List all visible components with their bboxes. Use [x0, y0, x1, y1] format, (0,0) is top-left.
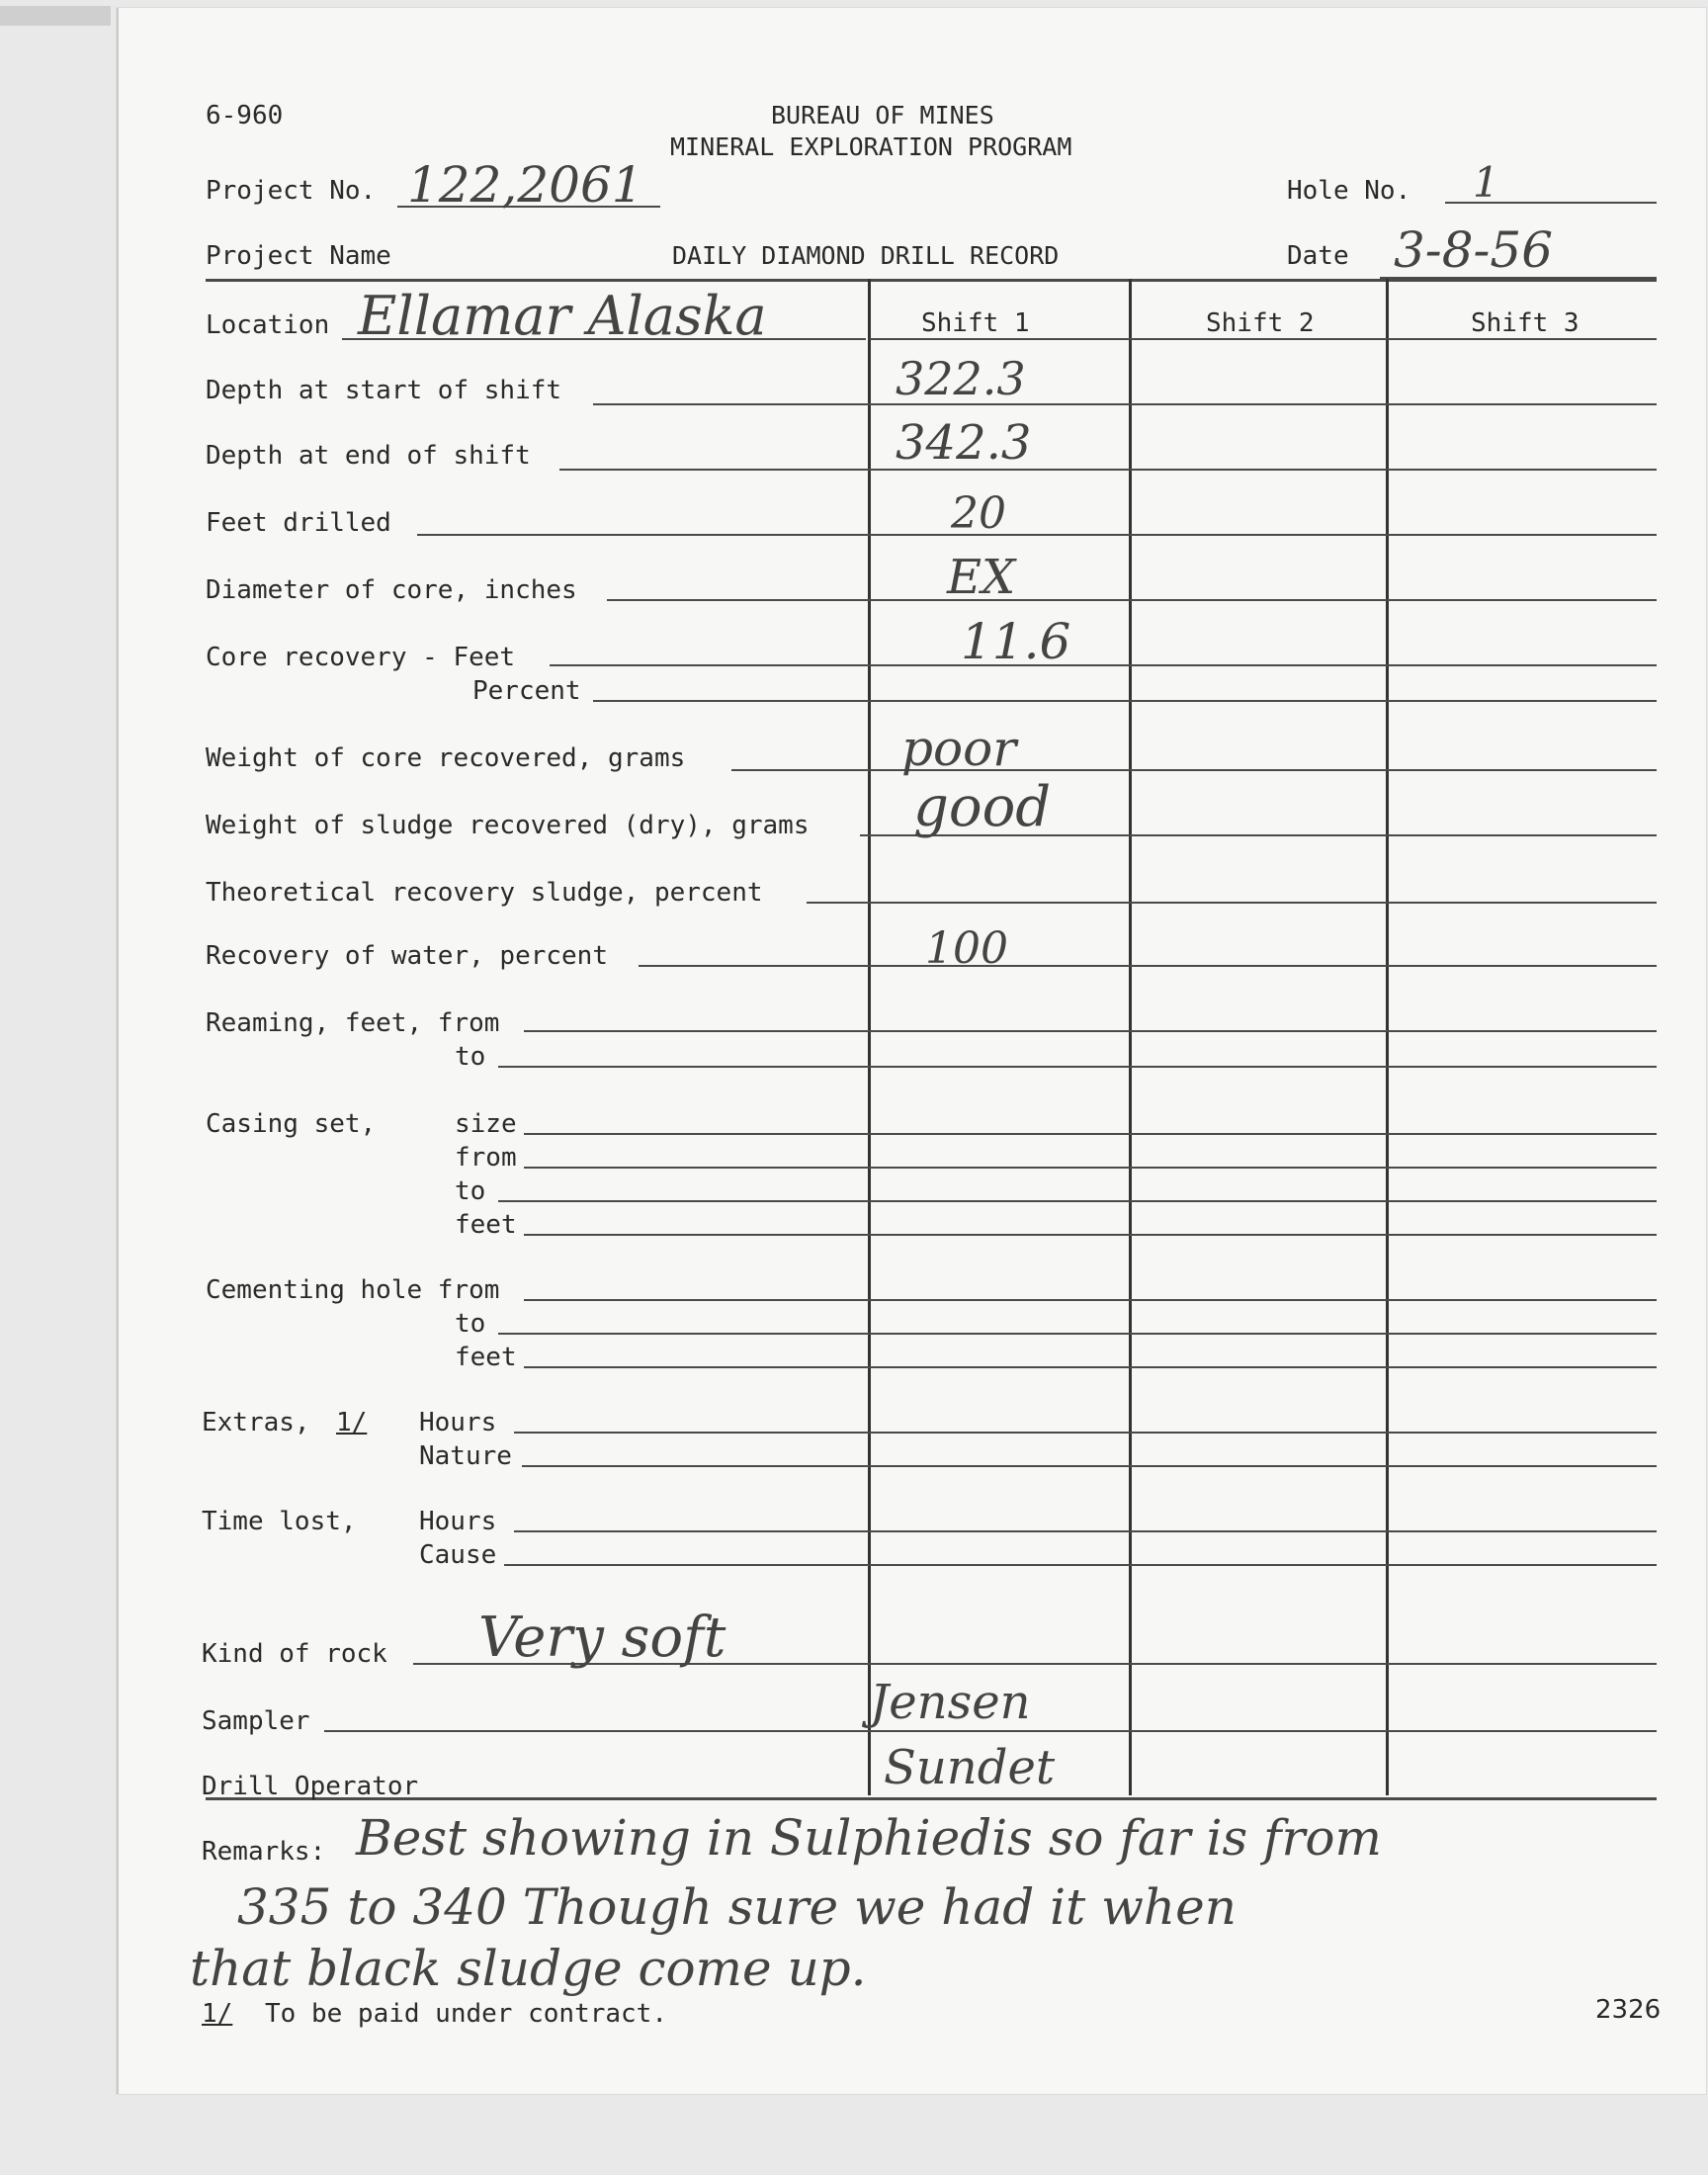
row-line — [417, 534, 1657, 536]
casing-from-label: from — [455, 1143, 517, 1173]
casing-label: Casing set, — [206, 1109, 377, 1139]
row-line — [524, 1299, 1657, 1301]
row-line — [498, 1200, 1657, 1202]
row-line — [522, 1465, 1657, 1467]
row-line — [524, 1234, 1657, 1236]
row-line — [514, 1432, 1657, 1434]
extras-hours-label: Hours — [419, 1408, 497, 1437]
cementing-to-label: to — [455, 1309, 486, 1339]
kind-of-rock-value[interactable]: Very soft — [478, 1606, 726, 1670]
sampler-value[interactable]: Jensen — [870, 1675, 1031, 1730]
core-recovery-label: Core recovery - Feet — [206, 643, 516, 672]
core-recovery-percent-label: Percent — [472, 676, 581, 706]
row-line — [524, 1366, 1657, 1368]
drill-operator-label: Drill Operator — [202, 1772, 419, 1801]
row-line — [524, 1133, 1657, 1135]
scan-edge — [0, 6, 111, 26]
project-no-value[interactable]: 122,2061 — [407, 156, 643, 214]
casing-to-label: to — [455, 1176, 486, 1206]
hole-no-label: Hole No. — [1287, 176, 1411, 206]
cementing-feet-label: feet — [455, 1343, 517, 1372]
row-line — [550, 664, 1657, 666]
extras-footnote-marker: 1/ — [336, 1408, 368, 1437]
row-line — [639, 965, 1657, 967]
time-lost-hours-label: Hours — [419, 1507, 497, 1536]
reaming-label: Reaming, feet, from — [206, 1008, 500, 1038]
column-divider-2 — [1129, 279, 1132, 1795]
project-no-label: Project No. — [206, 176, 377, 206]
column-header-shift1: Shift 1 — [921, 308, 1030, 338]
row-line — [324, 1730, 1657, 1732]
row-line — [524, 1167, 1657, 1169]
row-line — [514, 1530, 1657, 1532]
row-line — [559, 469, 1657, 471]
date-value[interactable]: 3-8-56 — [1394, 221, 1554, 279]
weight-sludge-value[interactable]: good — [913, 775, 1052, 839]
depth-end-label: Depth at end of shift — [206, 441, 531, 471]
time-lost-cause-label: Cause — [419, 1540, 497, 1570]
location-value[interactable]: Ellamar Alaska — [358, 285, 767, 347]
project-name-label: Project Name — [206, 241, 391, 271]
reaming-to-label: to — [455, 1042, 486, 1072]
water-value[interactable]: 100 — [925, 923, 1008, 974]
row-line — [807, 902, 1657, 904]
remarks-line-1[interactable]: Best showing in Sulphiedis so far is from — [356, 1809, 1382, 1867]
diameter-label: Diameter of core, inches — [206, 575, 577, 605]
theoretical-label: Theoretical recovery sludge, percent — [206, 878, 763, 908]
row-line — [498, 1066, 1657, 1068]
table-top-rule — [206, 279, 1657, 282]
hole-no-value[interactable]: 1 — [1473, 158, 1499, 207]
diameter-value[interactable]: EX — [947, 550, 1016, 605]
weight-core-value[interactable]: poor — [901, 720, 1017, 777]
depth-start-value[interactable]: 322.3 — [896, 352, 1026, 405]
depth-start-label: Depth at start of shift — [206, 376, 562, 405]
footnote-marker: 1/ — [202, 1999, 233, 2029]
row-line — [593, 700, 1657, 702]
date-label: Date — [1287, 241, 1349, 271]
depth-end-value[interactable]: 342.3 — [896, 415, 1032, 471]
row-line — [607, 599, 1657, 601]
casing-feet-label: feet — [455, 1210, 517, 1240]
water-label: Recovery of water, percent — [206, 941, 608, 971]
record-title: DAILY DIAMOND DRILL RECORD — [672, 241, 1060, 270]
agency-title: BUREAU OF MINES — [771, 101, 994, 130]
core-recovery-value[interactable]: 11.6 — [961, 613, 1071, 670]
casing-size-label: size — [455, 1109, 517, 1139]
form-number: 6-960 — [206, 101, 284, 130]
row-line — [593, 403, 1657, 405]
remarks-line-3[interactable]: that black sludge come up. — [190, 1940, 867, 1997]
row-line — [504, 1564, 1657, 1566]
row-line — [524, 1030, 1657, 1032]
remarks-line-2[interactable]: 335 to 340 Though sure we had it when — [237, 1878, 1237, 1936]
column-header-shift3: Shift 3 — [1471, 308, 1580, 338]
feet-drilled-label: Feet drilled — [206, 508, 391, 538]
footnote-text: To be paid under contract. — [265, 1999, 667, 2029]
location-label: Location — [206, 310, 330, 340]
drill-operator-value[interactable]: Sundet — [884, 1740, 1056, 1795]
row-line — [498, 1333, 1657, 1335]
column-header-line — [870, 338, 1657, 340]
extras-label: Extras, — [202, 1408, 310, 1437]
program-title: MINERAL EXPLORATION PROGRAM — [670, 132, 1072, 161]
kind-of-rock-label: Kind of rock — [202, 1639, 387, 1669]
column-header-shift2: Shift 2 — [1206, 308, 1315, 338]
feet-drilled-value[interactable]: 20 — [951, 488, 1006, 539]
table-bottom-rule — [206, 1797, 1657, 1800]
sampler-label: Sampler — [202, 1706, 310, 1736]
column-divider-3 — [1386, 279, 1389, 1795]
cementing-label: Cementing hole from — [206, 1275, 500, 1305]
weight-core-label: Weight of core recovered, grams — [206, 743, 686, 773]
remarks-label: Remarks: — [202, 1837, 326, 1867]
time-lost-label: Time lost, — [202, 1507, 357, 1536]
page-number: 2326 — [1595, 1995, 1662, 2025]
extras-nature-label: Nature — [419, 1441, 512, 1471]
weight-sludge-label: Weight of sludge recovered (dry), grams — [206, 811, 810, 840]
column-divider-1 — [868, 279, 871, 1795]
row-line — [731, 769, 1657, 771]
